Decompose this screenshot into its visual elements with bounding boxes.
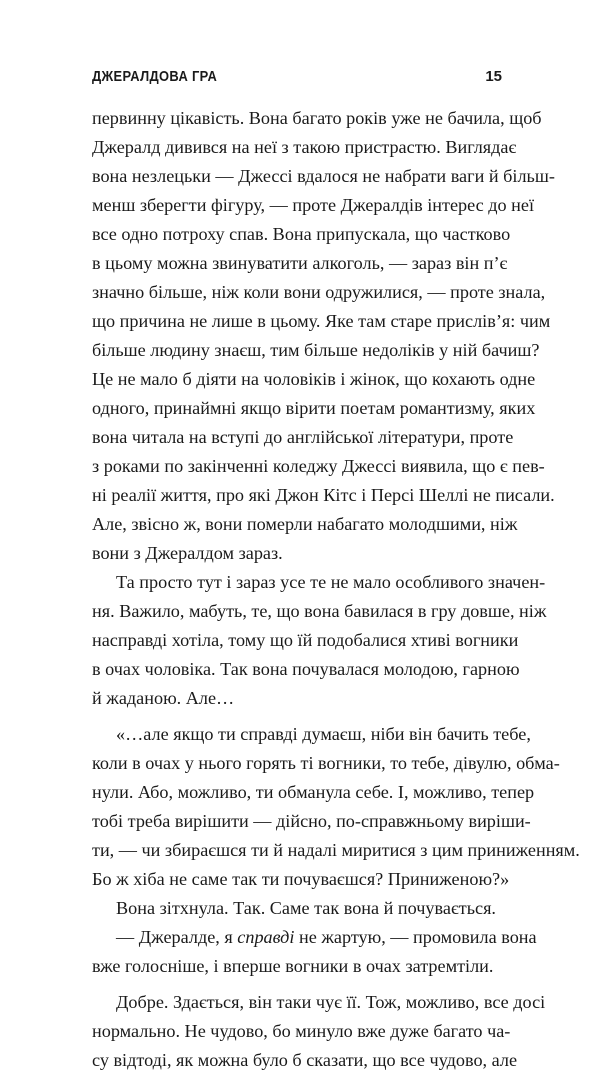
paragraph — [92, 104, 555, 568]
text-line: вже голосніше, і вперше вогники в очах затремтіли. — [92, 956, 494, 976]
text-line: все одно потроху спав. Вона припускала, що частково — [92, 224, 511, 244]
text-line: менш зберегти фігуру, — проте Джералдів інтерес до неї — [92, 195, 535, 215]
text-line: ти, — чи збираєшся ти й надалі миритися з цим приниженням. — [92, 840, 580, 860]
page-number: 15 — [485, 68, 502, 85]
running-head-title: ДЖЕРАЛДОВА ГРА — [92, 68, 218, 85]
paragraph — [92, 568, 547, 713]
text-line: ня. Важило, мабуть, те, що вона бавилася в гру довше, ніж — [92, 601, 547, 621]
running-header — [92, 68, 502, 90]
text-line: Бо ж хіба не саме так ти почуваєшся? Приниженою?» — [92, 869, 510, 889]
text-line: вона незлецьки — Джессі вдалося не набрати ваги й більш- — [92, 166, 555, 186]
text-line: значно більше, ніж коли вони одружилися, — проте знала, — [92, 282, 546, 302]
text-line: первинну цікавість. Вона багато років уже не бачила, щоб — [92, 108, 542, 128]
text-line: з роками по закінченні коледжу Джессі виявила, що є пев- — [92, 456, 545, 476]
text-line: в цьому можна звинуватити алкоголь, — зараз він п’є — [92, 253, 508, 273]
paragraph — [92, 988, 546, 1075]
text-line: й жаданою. Але… — [92, 688, 235, 708]
text-run: — Джералде, я — [116, 927, 238, 947]
text-line: коли в очах у нього горять ті вогники, то тебе, дівулю, обма- — [92, 753, 560, 773]
text-line: одного, принаймні якщо вірити поетам романтизму, яких — [92, 398, 536, 418]
text-line: Та просто тут і зараз усе те не мало особливого значен- — [116, 572, 546, 592]
text-line: нули. Або, можливо, ти обманула себе. І, можливо, тепер — [92, 782, 535, 802]
body-text — [92, 104, 580, 1075]
paragraph — [92, 894, 502, 923]
text-line: Добре. Здається, він таки чує її. Тож, можливо, все досі — [116, 992, 546, 1012]
text-line: ні реалії життя, про які Джон Кітс і Персі Шеллі не писали. — [92, 485, 555, 505]
text-line: тобі треба вирішити — дійсно, по-справжньому виріши- — [92, 811, 531, 831]
text-line: вони з Джералдом зараз. — [92, 543, 283, 563]
text-line: що причина не лише в цьому. Яке там старе прислів’я: чим — [92, 311, 551, 331]
dialogue-paragraph — [92, 923, 537, 981]
text-line: в очах чоловіка. Так вона почувалася молодою, гарною — [92, 659, 520, 679]
text-line: більше людину знаєш, тим більше недоліків у ній бачиш? — [92, 340, 540, 360]
text-line: вона читала на вступі до англійської літератури, проте — [92, 427, 514, 447]
text-run: не жартую, — промовила вона — [294, 927, 537, 947]
quote-paragraph — [92, 720, 580, 894]
text-line: насправді хотіла, тому що їй подобалися хтиві вогники — [92, 630, 519, 650]
emphasis: справді — [237, 927, 295, 947]
text-line: Але, звісно ж, вони померли набагато молодшими, ніж — [92, 514, 518, 534]
text-line — [92, 923, 537, 952]
text-line: Джералд дивився на неї з такою пристрастю. Виглядає — [92, 137, 517, 157]
text-line: нормально. Не чудово, бо минуло вже дуже багато ча- — [92, 1021, 511, 1041]
text-line: Вона зітхнула. Так. Саме так вона й почувається. — [116, 898, 496, 918]
text-line: Це не мало б діяти на чоловіків і жінок, що кохають одне — [92, 369, 536, 389]
text-line: «…але якщо ти справді думаєш, ніби він бачить тебе, — [116, 724, 531, 744]
text-line: су відтоді, як можна було б сказати, що все чудово, але — [92, 1050, 518, 1070]
